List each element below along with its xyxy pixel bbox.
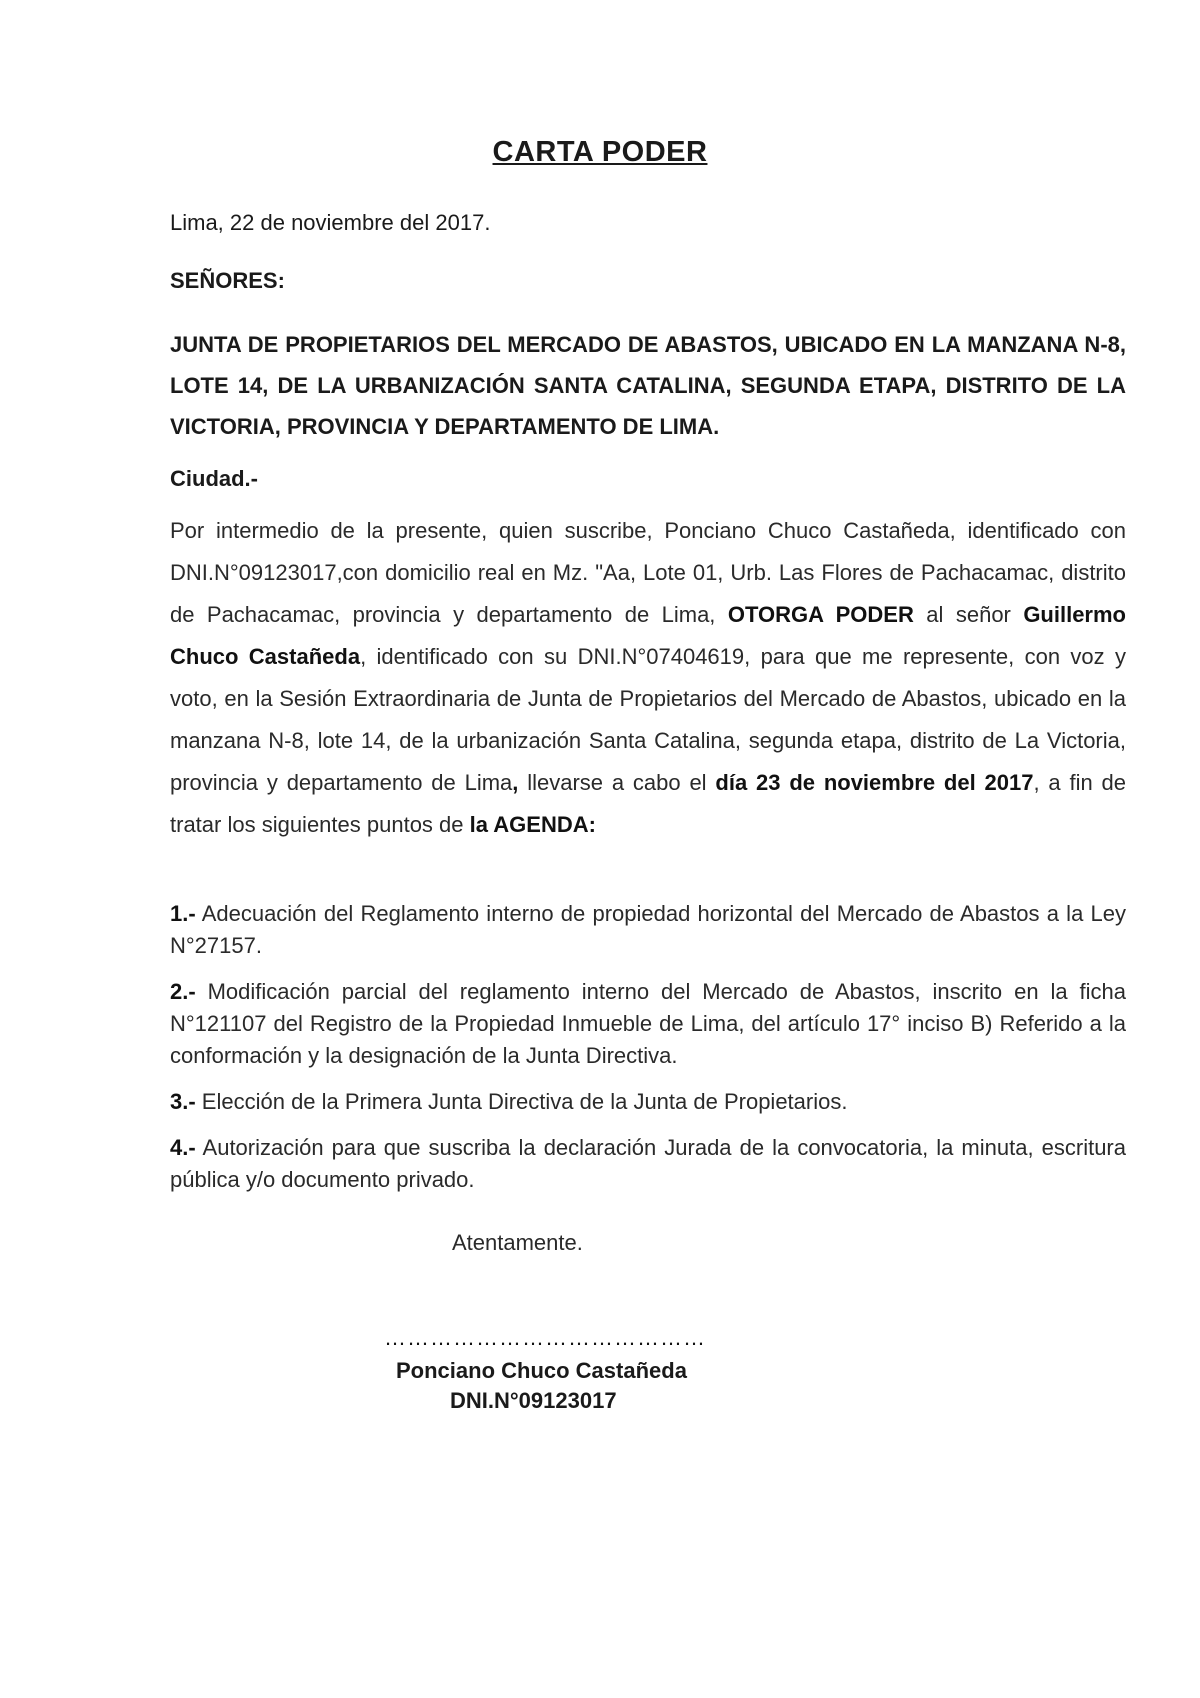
agenda-item-text: Adecuación del Reglamento interno de propiedad horizontal del Mercado de Abastos a la Ley N°27157. xyxy=(170,901,1126,958)
body-bold-otorga-poder: OTORGA PODER xyxy=(727,602,914,627)
body-text-1: Por intermedio de la presente, quien suscribe, Ponciano Chuco Castañeda, identificado con DNI.N°09123017,con domicilio real en Mz. "Aa, Lote 01, Urb. Las Flores de Pachacamac, distrito de Pachacamac, provincia y departamento de Lima, xyxy=(170,518,1126,627)
agenda-list xyxy=(170,898,1126,1210)
body-text-2: al señor xyxy=(913,602,1024,627)
body-text-5: , a fin de tratar los siguientes puntos de xyxy=(170,770,1127,837)
agenda-item-number: 1.- xyxy=(170,901,196,926)
closing-line: Atentamente. xyxy=(452,1230,583,1255)
document-title: CARTA PODER xyxy=(492,136,708,168)
body-bold-comma: , xyxy=(512,770,519,795)
city-line: Ciudad.- xyxy=(170,466,258,491)
agenda-item-number: 2.- xyxy=(170,979,196,1004)
salutation: SEÑORES: xyxy=(170,268,285,293)
body-paragraph xyxy=(170,510,1126,846)
agenda-item-text: Autorización para que suscriba la declaración Jurada de la convocatoria, la minuta, escritura pública y/o documento privado. xyxy=(170,1135,1126,1192)
signature-line: …………………………………… xyxy=(384,1325,706,1350)
agenda-item xyxy=(170,976,1126,1072)
agenda-item-number: 4.- xyxy=(170,1135,196,1160)
body-text-4: llevarse a cabo el xyxy=(518,770,716,795)
signatory-dni: DNI.N°09123017 xyxy=(450,1388,617,1413)
date-line: Lima, 22 de noviembre del 2017. xyxy=(170,210,491,235)
agenda-item xyxy=(170,1086,1126,1118)
signatory-name: Ponciano Chuco Castañeda xyxy=(396,1358,687,1383)
body-bold-representative-name: Guillermo Chuco Castañeda xyxy=(170,602,1126,669)
body-bold-agenda: la AGENDA: xyxy=(469,812,596,837)
agenda-item-number: 3.- xyxy=(170,1089,196,1114)
body-bold-session-date: día 23 de noviembre del 2017 xyxy=(715,770,1034,795)
agenda-item-text: Elección de la Primera Junta Directiva de la Junta de Propietarios. xyxy=(195,1089,848,1114)
agenda-item xyxy=(170,1132,1126,1196)
addressee-block: JUNTA DE PROPIETARIOS DEL MERCADO DE ABASTOS, UBICADO EN LA MANZANA N-8, LOTE 14, DE LA URBANIZACIÓN SANTA CATALINA, SEGUNDA ETAPA, DISTRITO DE LA VICTORIA, PROVINCIA Y DEPARTAMENTO DE LIMA. xyxy=(170,332,1126,439)
agenda-item-text: Modificación parcial del reglamento interno del Mercado de Abastos, inscrito en la ficha N°121107 del Registro de la Propiedad Inmueble de Lima, del artículo 17° inciso B) Referido a la conformación y la designación de la Junta Directiva. xyxy=(170,979,1126,1068)
body-text-3: , identificado con su DNI.N°07404619, para que me represente, con voz y voto, en la Sesión Extraordinaria de Junta de Propietarios del Mercado de Abastos, ubicado en la manzana N-8, lote 14, de la urbanización Santa Catalina, segunda etapa, distrito de La Victoria, provincia y departamento de Lima xyxy=(170,644,1126,795)
agenda-item xyxy=(170,898,1126,962)
